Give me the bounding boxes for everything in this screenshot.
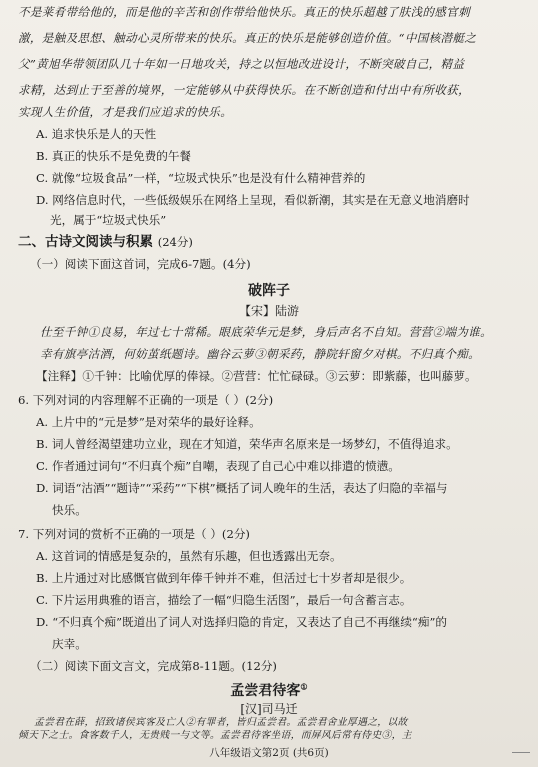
poem-title: 破阵子 [248, 283, 290, 299]
q5-option-d: D. 网络信息时代，一些低级娱乐在网络上呈现，看似新潮，其实是在无意义地消磨时 [36, 193, 470, 207]
q6-stem: 6. 下列对词的内容理解不正确的一项是（ ）(2分) [18, 393, 274, 407]
prose-title [0, 680, 538, 700]
q6-option-b: B. 词人曾经渴望建功立业，现在才知道，荣华声名原来是一场梦幻，不值得追求。 [36, 437, 458, 451]
passage-line: 激，是触及思想、触动心灵所带来的快乐。真正的快乐是能够创造价值。“中国核潜艇之 [18, 31, 477, 45]
q6-option-c: C. 作者通过词句“不归真个痴”自嘲，表现了自己心中难以排遣的愤懑。 [36, 459, 400, 473]
poem-line: 仕至千钟①良易，年过七十常稀。眼底荣华元是梦，身后声名不自知。营营②端为谁。 [40, 325, 492, 339]
q7-option-d: D. “不归真个痴”既道出了词人对选择归隐的肯定，又表达了自己不再继续“痴”的 [36, 615, 447, 629]
poem-line: 幸有旗亭沽酒，何妨茧纸题诗。幽谷云萝③朝采药，静院轩窗夕对棋。不归真个痴。 [40, 347, 481, 361]
prose-title-note-mark: ① [300, 681, 308, 692]
prose-author: [汉]司马迁 [240, 702, 298, 716]
q7-stem: 7. 下列对词的赏析不正确的一项是（ ）(2分) [18, 527, 250, 541]
q7-option-a: A. 这首词的情感是复杂的，虽然有乐趣，但也透露出无奈。 [36, 549, 342, 563]
q7-option-c: C. 下片运用典雅的语言，描绘了一幅“归隐生活图”，最后一句含蓄言志。 [36, 593, 412, 607]
q7-option-b: B. 上片通过对比感慨官做到年俸千钟并不难，但活过七十岁者却是很少。 [36, 571, 412, 585]
part1-instruction: （一）阅读下面这首词，完成6-7题。(4分) [30, 257, 251, 271]
q6-option-a: A. 上片中的“元是梦”是对荣华的最好诠释。 [36, 415, 261, 429]
section-heading [18, 234, 528, 251]
page-corner-mark [512, 752, 530, 763]
q5-option-b: B. 真正的快乐不是免费的午餐 [36, 149, 192, 163]
passage-line: 求精，达到止于至善的境界，一定能够从中获得快乐。在不断创造和付出中有所收获， [18, 83, 470, 97]
section-score: (24分) [157, 235, 193, 249]
section-title: 二、古诗文阅读与积累 [18, 234, 153, 250]
q5-option-d-cont: 光，属于“垃圾式快乐” [50, 213, 167, 227]
passage-line: 不是莱肴带给他的，而是他的辛苦和创作带给他快乐。真正的快乐超越了肤浅的感官刺 [18, 5, 470, 19]
q5-option-c: C. 就像“垃圾食品”一样，“垃圾式快乐”也是没有什么精神营养的 [36, 171, 366, 185]
part2-instruction: （二）阅读下面文言文，完成第8-11题。(12分) [30, 659, 277, 673]
prose-title-text: 孟尝君待客 [230, 683, 301, 699]
prose-line: 倾天下之士。食客数千人，无贵贱一与文等。孟尝君待客坐语，而屏风后常有侍史③，主 [18, 730, 412, 741]
q6-option-d-cont: 快乐。 [52, 503, 87, 517]
q6-option-d: D. 词语“沽酒”“题诗”“采药”“下棋”概括了词人晚年的生活，表达了归隐的幸福与 [36, 481, 448, 495]
poem-note: 【注释】①千钟：比喻优厚的俸禄。②营营：忙忙碌碌。③云萝：即紫藤，也叫藤萝。 [36, 369, 477, 383]
passage-line: 父”黄旭华带领团队几十年如一日地攻关，持之以恒地改进设计，不断突破自己，精益 [18, 57, 465, 71]
page-footer: 八年级语文第2页 (共6页) [209, 747, 329, 759]
passage-line: 实现人生价值，才是我们应追求的快乐。 [18, 105, 233, 119]
poem-author: 【宋】陆游 [238, 304, 299, 318]
q7-option-d-cont: 庆幸。 [52, 637, 87, 651]
prose-line: 孟尝君在薛，招致诸侯宾客及亡人②有罪者，皆归孟尝君。孟尝君舍业厚遇之，以故 [34, 717, 408, 728]
q5-option-a: A. 追求快乐是人的天性 [36, 127, 157, 141]
